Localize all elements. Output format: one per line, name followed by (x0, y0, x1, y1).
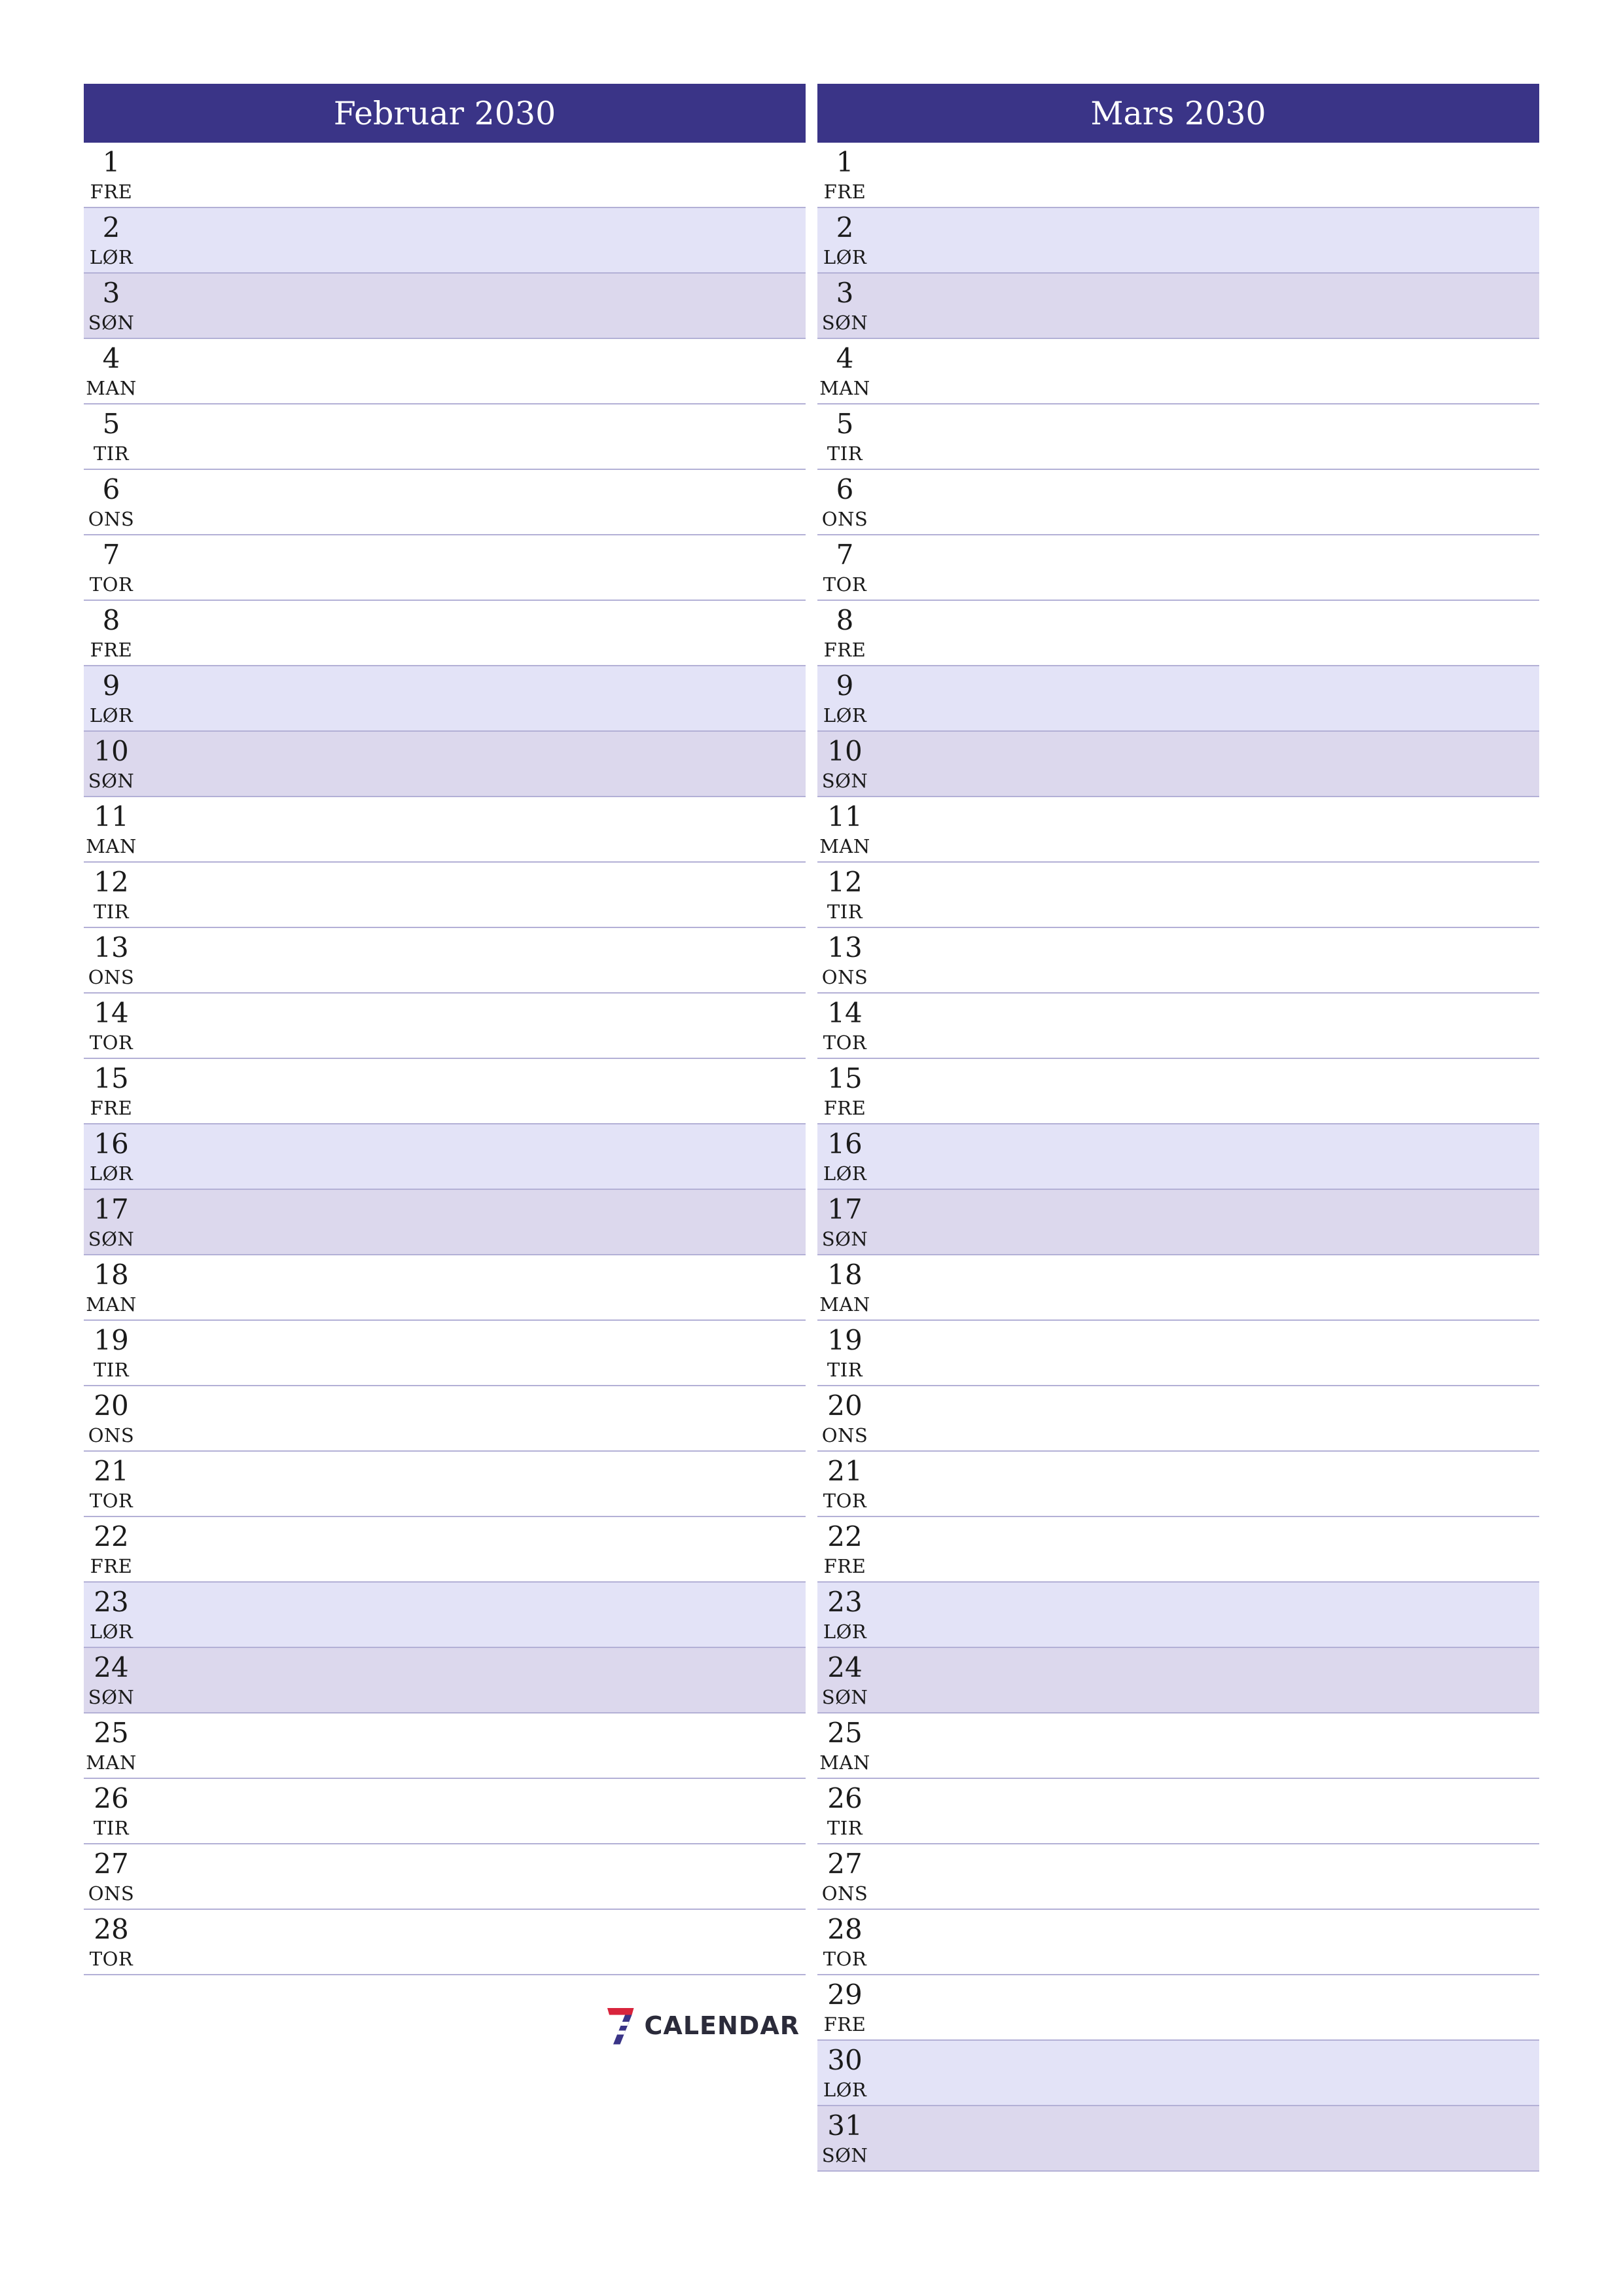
weekday-label: SØN (821, 2144, 868, 2166)
month-title: Februar 2030 (84, 84, 806, 143)
weekday-label: TOR (89, 573, 134, 596)
weekday-label: MAN (819, 1293, 870, 1316)
day-row (817, 666, 1539, 732)
day-row (84, 470, 806, 535)
day-number: 18 (827, 1259, 863, 1291)
day-number: 13 (827, 931, 863, 963)
day-number: 2 (836, 211, 854, 243)
day-row (817, 2106, 1539, 2172)
day-row (817, 1713, 1539, 1779)
day-row (817, 470, 1539, 535)
weekday-label: TIR (827, 901, 863, 923)
day-row (817, 1975, 1539, 2041)
day-row (84, 1452, 806, 1517)
day-row (817, 1386, 1539, 1452)
day-number: 16 (827, 1128, 863, 1160)
day-row (84, 1779, 806, 1844)
weekday-label: LØR (89, 1621, 134, 1643)
weekday-label: TOR (823, 573, 867, 596)
weekday-label: SØN (88, 1686, 135, 1708)
day-number: 11 (94, 800, 129, 833)
day-row (817, 1190, 1539, 1255)
day-row (817, 274, 1539, 339)
day-row (84, 666, 806, 732)
weekday-label: ONS (821, 966, 868, 988)
day-row (817, 535, 1539, 601)
day-number: 29 (827, 1979, 863, 2011)
day-number: 7 (102, 539, 120, 571)
day-number: 14 (827, 997, 863, 1029)
day-number: 17 (827, 1193, 863, 1225)
day-number: 14 (94, 997, 129, 1029)
day-number: 10 (827, 735, 863, 767)
weekday-label: TIR (93, 442, 130, 465)
day-number: 27 (94, 1848, 129, 1880)
weekday-label: LØR (89, 704, 134, 726)
calendar-logo (603, 2000, 800, 2052)
day-row (817, 208, 1539, 274)
weekday-label: SØN (821, 1686, 868, 1708)
day-row (817, 1059, 1539, 1124)
day-row (817, 1779, 1539, 1844)
day-row (817, 732, 1539, 797)
weekday-label: FRE (823, 1555, 866, 1577)
month-march (817, 84, 1539, 2172)
weekday-label: TOR (89, 1948, 134, 1970)
weekday-label: MAN (819, 835, 870, 857)
day-row (84, 1844, 806, 1910)
day-number: 9 (836, 670, 854, 702)
day-number: 26 (827, 1782, 863, 1814)
day-row (817, 1321, 1539, 1386)
weekday-label: MAN (86, 377, 137, 399)
weekday-label: LØR (823, 1162, 867, 1185)
day-number: 19 (94, 1324, 129, 1356)
day-number: 30 (827, 2044, 863, 2076)
weekday-label: LØR (823, 2079, 867, 2101)
day-row (817, 1583, 1539, 1648)
day-number: 28 (94, 1913, 129, 1945)
day-row (817, 1124, 1539, 1190)
weekday-label: TIR (93, 1359, 130, 1381)
weekday-label: TOR (823, 1490, 867, 1512)
day-number: 28 (827, 1913, 863, 1945)
day-row (84, 863, 806, 928)
day-number: 12 (94, 866, 129, 898)
day-number: 1 (836, 146, 854, 178)
weekday-label: FRE (823, 181, 866, 203)
weekday-label: FRE (823, 639, 866, 661)
weekday-label: LØR (823, 704, 867, 726)
weekday-label: TIR (827, 1359, 863, 1381)
weekday-label: FRE (90, 1097, 133, 1119)
day-row (817, 1452, 1539, 1517)
day-row (84, 1910, 806, 1975)
weekday-label: ONS (88, 966, 135, 988)
day-row (817, 1517, 1539, 1583)
weekday-label: SØN (821, 770, 868, 792)
day-number: 22 (94, 1520, 129, 1552)
day-number: 25 (827, 1717, 863, 1749)
weekday-label: TOR (823, 1948, 867, 1970)
weekday-label: TIR (93, 901, 130, 923)
day-number: 4 (836, 342, 854, 374)
day-number: 23 (827, 1586, 863, 1618)
day-row (84, 1713, 806, 1779)
day-number: 15 (94, 1062, 129, 1094)
day-row (84, 143, 806, 208)
weekday-label: ONS (88, 1882, 135, 1905)
day-number: 16 (94, 1128, 129, 1160)
weekday-label: LØR (823, 246, 867, 268)
day-number: 6 (836, 473, 854, 505)
day-number: 31 (827, 2109, 863, 2142)
day-number: 8 (102, 604, 120, 636)
day-row (817, 994, 1539, 1059)
weekday-label: ONS (821, 1424, 868, 1446)
day-row (84, 404, 806, 470)
weekday-label: FRE (823, 2013, 866, 2036)
day-row (84, 1517, 806, 1583)
day-number: 23 (94, 1586, 129, 1618)
weekday-label: FRE (90, 639, 133, 661)
day-row (84, 1386, 806, 1452)
day-row (84, 601, 806, 666)
day-number: 24 (94, 1651, 129, 1683)
day-number: 12 (827, 866, 863, 898)
day-number: 2 (102, 211, 120, 243)
weekday-label: FRE (90, 1555, 133, 1577)
weekday-label: LØR (89, 246, 134, 268)
day-row (84, 1059, 806, 1124)
day-row (817, 797, 1539, 863)
day-number: 21 (94, 1455, 129, 1487)
day-row (817, 1844, 1539, 1910)
weekday-label: SØN (88, 312, 135, 334)
day-row (817, 2041, 1539, 2106)
weekday-label: SØN (88, 1228, 135, 1250)
weekday-label: TIR (93, 1817, 130, 1839)
day-row (84, 928, 806, 994)
day-number: 7 (836, 539, 854, 571)
day-row (84, 1648, 806, 1713)
day-number: 20 (94, 1390, 129, 1422)
day-row (817, 339, 1539, 404)
day-number: 5 (836, 408, 854, 440)
day-number: 10 (94, 735, 129, 767)
day-number: 1 (102, 146, 120, 178)
weekday-label: MAN (86, 1751, 137, 1774)
day-row (817, 863, 1539, 928)
weekday-label: TOR (89, 1031, 134, 1054)
day-number: 24 (827, 1651, 863, 1683)
month-february (84, 84, 806, 1975)
weekday-label: LØR (823, 1621, 867, 1643)
day-row (84, 535, 806, 601)
day-row (84, 208, 806, 274)
day-number: 22 (827, 1520, 863, 1552)
day-number: 21 (827, 1455, 863, 1487)
day-row (84, 1124, 806, 1190)
weekday-label: TIR (827, 1817, 863, 1839)
weekday-label: LØR (89, 1162, 134, 1185)
day-row (84, 274, 806, 339)
day-row (817, 928, 1539, 994)
day-row (84, 994, 806, 1059)
day-row (84, 797, 806, 863)
day-row (817, 1648, 1539, 1713)
weekday-label: SØN (821, 312, 868, 334)
day-row (84, 1321, 806, 1386)
weekday-label: FRE (90, 181, 133, 203)
day-list (817, 143, 1539, 2172)
day-number: 8 (836, 604, 854, 636)
day-number: 11 (827, 800, 863, 833)
day-number: 9 (102, 670, 120, 702)
weekday-label: ONS (821, 508, 868, 530)
logo-text: CALENDAR (644, 2011, 800, 2040)
day-row (817, 601, 1539, 666)
day-number: 19 (827, 1324, 863, 1356)
day-number: 27 (827, 1848, 863, 1880)
weekday-label: MAN (86, 835, 137, 857)
day-number: 13 (94, 931, 129, 963)
day-number: 20 (827, 1390, 863, 1422)
day-row (84, 732, 806, 797)
day-row (84, 1255, 806, 1321)
day-number: 5 (102, 408, 120, 440)
month-title: Mars 2030 (817, 84, 1539, 143)
weekday-label: TOR (89, 1490, 134, 1512)
day-row (817, 1255, 1539, 1321)
day-row (817, 404, 1539, 470)
day-row (817, 143, 1539, 208)
day-row (817, 1910, 1539, 1975)
day-number: 26 (94, 1782, 129, 1814)
weekday-label: SØN (88, 770, 135, 792)
day-number: 3 (836, 277, 854, 309)
weekday-label: ONS (88, 508, 135, 530)
weekday-label: ONS (88, 1424, 135, 1446)
day-row (84, 1583, 806, 1648)
day-number: 15 (827, 1062, 863, 1094)
weekday-label: TOR (823, 1031, 867, 1054)
weekday-label: MAN (86, 1293, 137, 1316)
seven-logo-icon (603, 2000, 638, 2052)
day-list (84, 143, 806, 1975)
weekday-label: TIR (827, 442, 863, 465)
day-number: 17 (94, 1193, 129, 1225)
day-number: 18 (94, 1259, 129, 1291)
day-number: 3 (102, 277, 120, 309)
weekday-label: MAN (819, 377, 870, 399)
day-row (84, 1190, 806, 1255)
weekday-label: FRE (823, 1097, 866, 1119)
day-number: 6 (102, 473, 120, 505)
day-row (84, 339, 806, 404)
day-number: 25 (94, 1717, 129, 1749)
day-number: 4 (102, 342, 120, 374)
weekday-label: MAN (819, 1751, 870, 1774)
weekday-label: ONS (821, 1882, 868, 1905)
weekday-label: SØN (821, 1228, 868, 1250)
